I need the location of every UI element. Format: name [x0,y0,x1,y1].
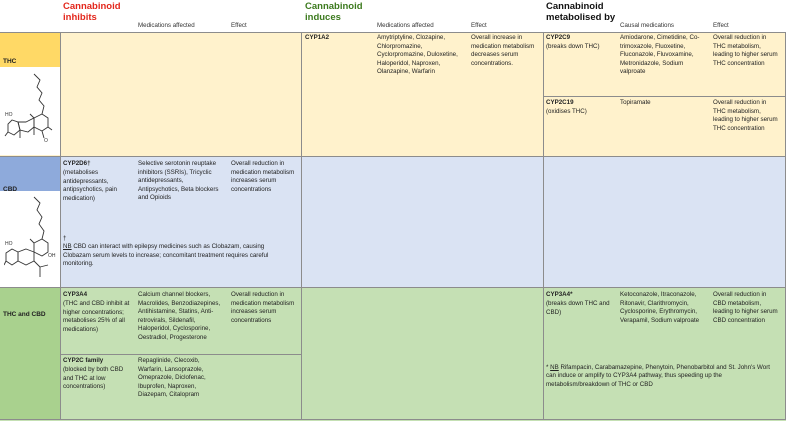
thc-row-label: THC [3,58,17,65]
thc-induces-effect: Overall increase in medication metabolism decreases serum concentrations. [471,34,535,67]
induces-title-line1: Cannabinoid [305,1,363,12]
induces-effect-col-header: Effect [471,22,487,29]
both-metab-note: (breaks down THC and CBD) [546,300,610,316]
both-footnote-nb: NB [550,363,559,371]
cbd-footnote-nb: NB [63,243,72,251]
divider [60,32,61,420]
inhibits-meds-col-header: Medications affected [138,22,195,29]
inhibits-group-title [63,2,121,23]
both-inhibits-meds-1: Calcium channel blockers, Macrolides, Benzodiazepines, Antihistamine, Statins, Anti- retrovirals, Sildenafil, Haloperidol, Cyclosporine, Oestradiol, Progesterone [138,291,221,341]
table-header [0,0,786,32]
cbd-inhibits-meds: Selective serotonin reuptake inhibitors (SSRIs), Tricyclic antidepressants, Antipsychotics, Beta blockers and Opioids [138,160,219,202]
both-metab-enzyme: CYP3A4* [546,291,573,298]
cbd-footnote-text: CBD can interact with epilepsy medicines such as Clobazam, causing Clobazam serum levels to increase; concomitant treatment requires careful monitoring. [63,243,269,268]
divider [301,32,302,420]
divider [543,96,785,97]
svg-text:O: O [44,138,48,144]
cbd-footnote-mark: † [63,234,67,242]
metabolised-effect-col-header: Effect [713,22,729,29]
induces-meds-col-header: Medications affected [377,22,434,29]
svg-text:OH: OH [48,253,56,259]
cbd-inhibits-note: (metabolises antidepressants, antipsychotics, pain medication) [63,169,117,202]
cbd-molecule-structure-icon [4,195,56,285]
cbd-inhibits-effect: Overall reduction in medication metabolism increases serum concentrations [231,160,295,193]
thc-metab-enzyme-1: CYP2C9 [546,34,571,41]
metabolised-title-line2: metabolised by [546,11,616,23]
thc-metab-meds-2: Topiramate [620,99,651,106]
both-footnote-text: Rifampacin, Carabamazepine, Phenytoin, Phenobarbitol and St. John's Wort can induce or amplify to CYP3A4 pathway, thus speeding up the metabolism/breakdown of THC or CBD [546,363,770,388]
metabolised-title-line1: Cannabinoid [546,1,604,12]
causal-meds-col-header: Causal medications [620,22,674,29]
cbd-row-label: CBD [3,186,18,193]
thc-metab-meds-1: Amiodarone, Cimetidine, Co- trimoxazole, Fluoxetine, Fluconazole, Fluvoxamine, Metronidazole, Sodium valproate [620,34,700,76]
both-inhibits-note-1: (THC and CBD inhibit at higher concentrations; metabolises 25% of all medications) [63,300,130,333]
inhibits-title-line2: inhibits [63,11,97,23]
inhibits-effect-col-header: Effect [231,22,247,29]
thc-molecule-structure-icon [4,72,56,152]
inhibits-title-line1: Cannabinoid [63,1,121,12]
divider [543,32,544,420]
thc-metab-effect-2: Overall reduction in THC metabolism, leading to higher serum THC concentration [713,99,778,132]
thc-induces-meds: Amytriptyline, Clozapine, Chlorpromazine, Cyclorpromazine, Duloxetine, Haloperidol, Naproxen, Olanzapine, Warfarin [377,34,458,76]
thc-metab-note-1: (breaks down THC) [546,43,600,50]
both-inhibits-meds-2: Repaglinide, Clecoxib, Warfarin, Lansoprazole, Omeprazole, Diclofenac, Ibuprofen, Naproxen, Diazepam, Citalopram [138,357,206,399]
svg-text:HO: HO [5,241,13,247]
thc-induces-enzyme: CYP1A2 [305,34,330,41]
both-inhibits-enzyme-1: CYP3A4 [63,291,88,298]
thc-and-cbd-row-label: THC and CBD [3,311,46,318]
induces-title-line2: induces [305,11,341,23]
both-inhibits-effect-1: Overall reduction in medication metabolism increases serum concentrations [231,291,295,324]
both-inhibits-enzyme-2: CYP2C family [63,357,104,364]
cbd-footnote [63,226,298,269]
metabolised-group-title [546,2,615,23]
thc-metab-note-2: (oxidises THC) [546,108,587,115]
both-footnote [546,355,782,389]
thc-metab-enzyme-2: CYP2C19 [546,99,574,106]
cbd-inhibits-enzyme: CYP2D6† [63,160,91,167]
both-inhibits-note-2: (blocked by both CBD and THC at low concentrations) [63,366,124,391]
both-footnote-mark: * [546,363,551,371]
divider [60,354,301,355]
both-metab-meds: Ketoconazole, Itraconazole, Ritonavir, Clarithromycin, Cyclosporine, Erythromycin, Verapamil, Sodium valproate [620,291,700,324]
thc-metab-effect-1: Overall reduction in THC metabolism, leading to higher serum THC concentration [713,34,778,67]
induces-group-title [305,2,363,23]
both-metab-effect: Overall reduction in CBD metabolism, leading to higher serum CBD concentration [713,291,778,324]
svg-text:HO: HO [5,112,13,118]
